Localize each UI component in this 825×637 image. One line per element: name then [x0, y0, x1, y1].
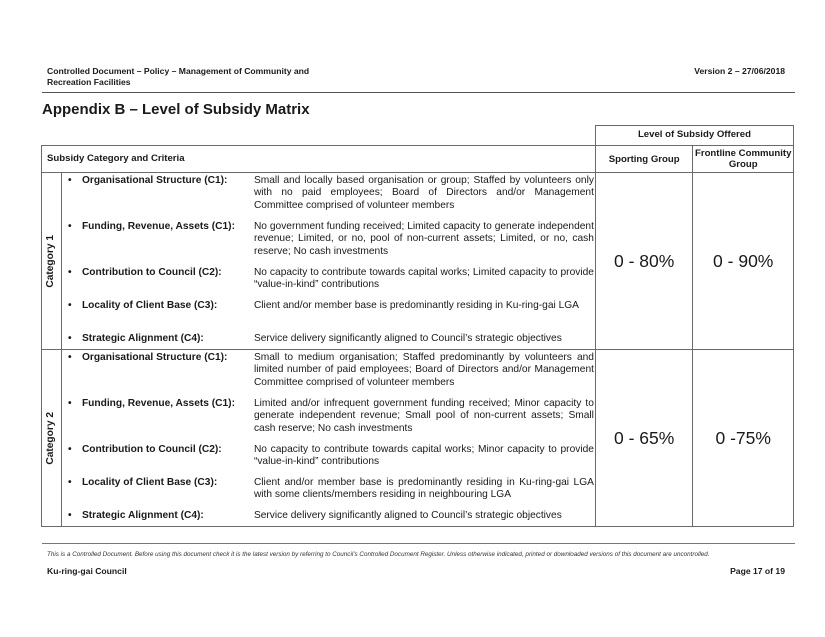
criterion-description: Client and/or member base is predominantly residing in Ku-ring-gai LGA [253, 300, 579, 311]
criterion-description: Client and/or member base is predominantly residing in Ku-ring-gai LGA with some clients/members residing in neighbouring LGA [253, 477, 594, 501]
page-number: Page 17 of 19 [730, 566, 785, 576]
criterion-item: • Strategic Alignment (C4): Service delivery significantly aligned to Council’s strategic objectives [62, 510, 595, 526]
criterion-item: • Locality of Client Base (C3): Client and/or member base is predominantly residing in Ku-ring-gai LGA [62, 300, 595, 333]
criterion-name: Organisational Structure (C1): [81, 175, 228, 186]
criterion-item: • Contribution to Council (C2): No capacity to contribute towards capital works; Limited capacity to provide “value-in-kind” contributions [67, 267, 594, 291]
category-label-cell [42, 350, 62, 527]
controlled-document-note: This is a Controlled Document. Before using this document check it is the latest version by referring to Council’s Controlled Document Register. Unless otherwise indicated, printed or downloaded versions of this document are uncontrolled. [47, 551, 710, 558]
criterion-name: Locality of Client Base (C3): [81, 300, 218, 311]
criterion-item: • Strategic Alignment (C4): Service delivery significantly aligned to Council’s strategic objectives [62, 333, 595, 349]
criterion-description: No government funding received; Limited capacity to generate independent revenue; Limited, or no, pool of non-current assets; Limited, or no, cash reserve; No cash investments [253, 221, 594, 257]
criterion-item: • Organisational Structure (C1): Small to medium organisation; Staffed predominantly by volunteers and limited number of paid employees; Board of Directors and/or Management Committee comprised of volunteer members [67, 352, 594, 388]
criterion-item: • Funding, Revenue, Assets (C1): No government funding received; Limited capacity to generate independent revenue; Limited, or no, pool of non-current assets; Limited, or no, cash reserve; No cash investments [67, 221, 594, 257]
criteria-list [61, 350, 595, 527]
sporting-subsidy-value: 0 - 80% [595, 173, 692, 350]
criterion-name: Organisational Structure (C1): [81, 352, 228, 363]
category-label: Category 2 [45, 411, 57, 465]
document-version: Version 2 – 27/06/2018 [694, 66, 785, 76]
frontline-group-heading: Frontline Community Group [693, 146, 794, 173]
frontline-subsidy-value: 0 -75% [693, 350, 794, 527]
criterion-description: Limited and/or infrequent government funding received; Minor capacity to generate independent revenue; Small pool of non-current assets; Small cash reserve; No cash investments [253, 398, 594, 434]
frontline-subsidy-value: 0 - 90% [693, 173, 794, 350]
criterion-name: Funding, Revenue, Assets (C1): [81, 398, 235, 409]
organisation-name: Ku-ring-gai Council [47, 566, 127, 576]
category-label-cell [42, 173, 62, 350]
criterion-description: Small to medium organisation; Staffed predominantly by volunteers and limited number of paid employees; Board of Directors and/or Management Committee comprised of volunteer members [253, 352, 594, 388]
blank-header-cell [42, 126, 596, 146]
criterion-name: Funding, Revenue, Assets (C1): [81, 221, 235, 232]
criterion-description: Small and locally based organisation or group; Staffed by volunteers only with no paid employees; Board of Directors and/or Management Committee comprised of volunteer members [253, 175, 594, 211]
criterion-name: Contribution to Council (C2): [81, 444, 222, 455]
category-row [42, 350, 794, 527]
category-label: Category 1 [45, 234, 57, 288]
criterion-description: No capacity to contribute towards capital works; Limited capacity to provide “value-in-kind” contributions [253, 267, 594, 291]
level-of-subsidy-heading: Level of Subsidy Offered [595, 126, 793, 146]
criterion-item: • Locality of Client Base (C3): Client and/or member base is predominantly residing in Ku-ring-gai LGA with some clients/members residing in neighbouring LGA [67, 477, 594, 501]
criterion-name: Strategic Alignment (C4): [81, 510, 204, 521]
category-row [42, 173, 794, 350]
page-title: Appendix B – Level of Subsidy Matrix [42, 101, 310, 118]
criteria-list [61, 173, 595, 350]
criterion-name: Strategic Alignment (C4): [81, 333, 204, 344]
footer-divider [42, 543, 795, 544]
header-divider [42, 92, 795, 93]
criteria-heading: Subsidy Category and Criteria [42, 146, 596, 173]
subsidy-matrix-table [41, 125, 794, 527]
criterion-item: • Funding, Revenue, Assets (C1): Limited and/or infrequent government funding received; Minor capacity to generate independent revenue; Small pool of non-current assets; Small cash reserve; No cash investments [67, 398, 594, 434]
criterion-item: • Organisational Structure (C1): Small and locally based organisation or group; Staffed by volunteers only with no paid employees; Board of Directors and/or Management Committee comprised of volunteer members [67, 175, 594, 211]
document-header-title: Controlled Document – Policy – Management of Community and Recreation Facilities [47, 66, 310, 87]
criterion-description: No capacity to contribute towards capital works; Minor capacity to provide “value-in-kind” contributions [253, 444, 594, 468]
sporting-subsidy-value: 0 - 65% [595, 350, 692, 527]
criterion-description: Service delivery significantly aligned to Council’s strategic objectives [253, 333, 562, 344]
sporting-group-heading: Sporting Group [595, 146, 692, 173]
criterion-item: • Contribution to Council (C2): No capacity to contribute towards capital works; Minor capacity to provide “value-in-kind” contributions [67, 444, 594, 468]
criterion-name: Contribution to Council (C2): [81, 267, 222, 278]
criterion-description: Service delivery significantly aligned to Council’s strategic objectives [253, 510, 562, 521]
criterion-name: Locality of Client Base (C3): [81, 477, 218, 488]
